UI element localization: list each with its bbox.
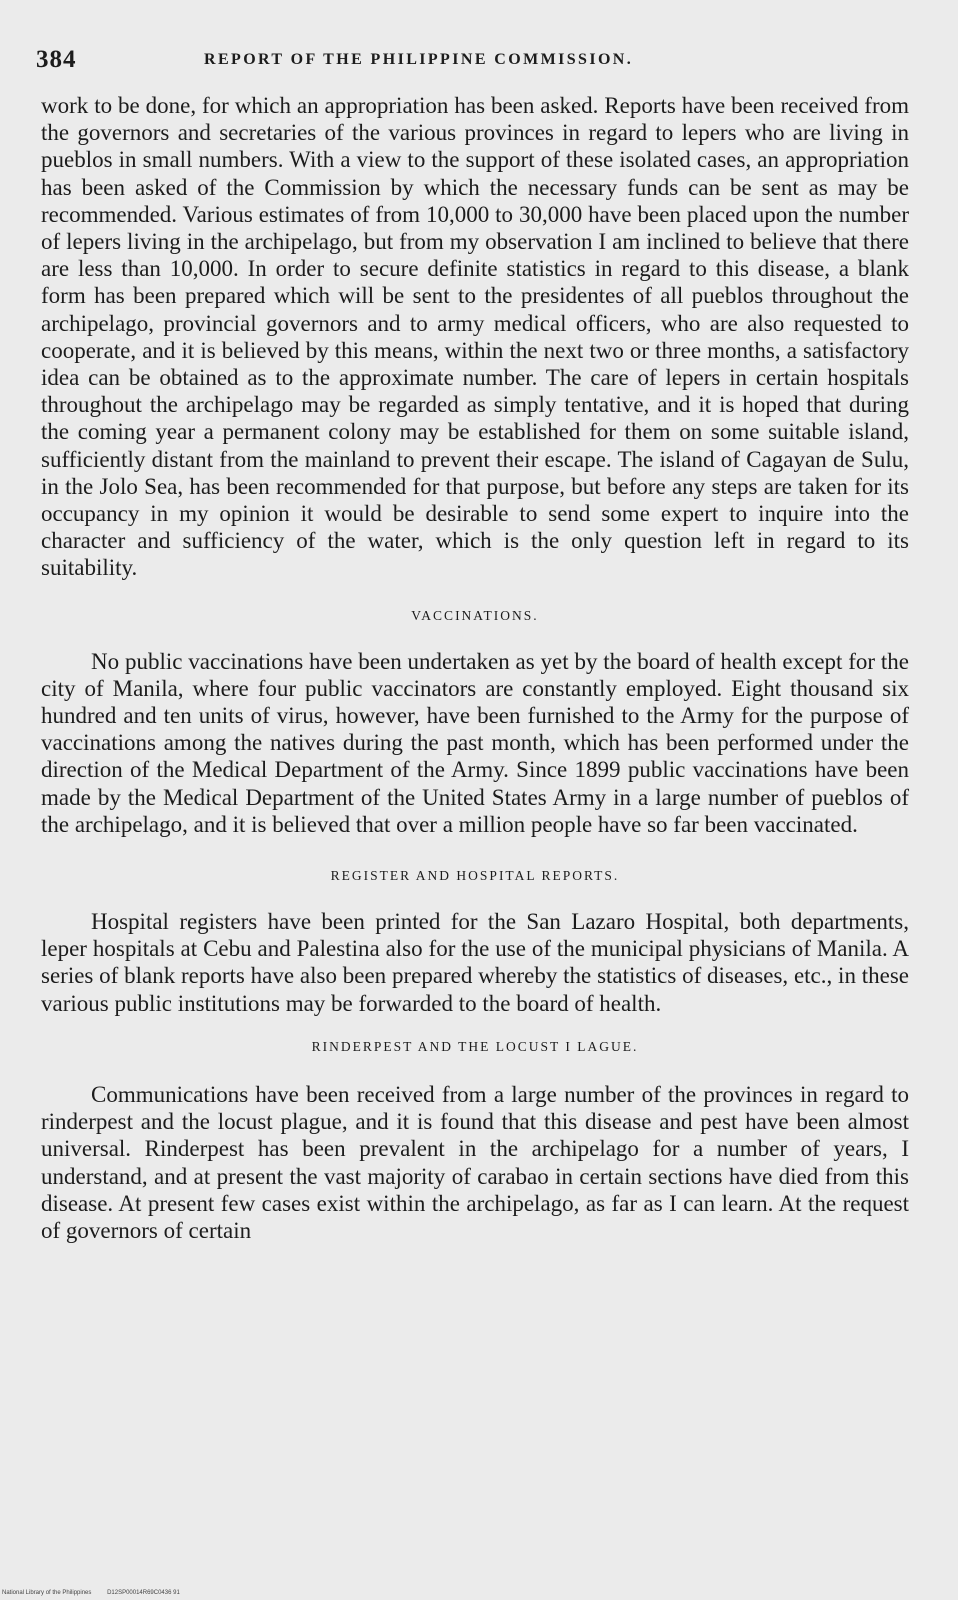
footer-identifier: D12SP00014R69C0436 91 <box>107 1590 180 1596</box>
page-header <box>36 46 726 76</box>
running-head: REPORT OF THE PHILIPPINE COMMISSION. <box>204 51 634 68</box>
page-body <box>41 92 909 1244</box>
paragraph-register: Hospital registers have been printed for the San Lazaro Hospital, both departments, leper hospitals at Cebu and Palestina also for the use of the municipal physicians of Manila. A series of blank reports have also been prepared whereby the statistics of diseases, etc., in these various public institutions may be forwarded to the board of health. <box>41 909 909 1016</box>
scan-footer <box>2 1590 194 1596</box>
paragraph-lepers: work to be done, for which an appropriation has been asked. Reports have been received from the governors and secretaries of the various provinces in regard to lepers who are living in pueblos in small numbers. With a view to the support of these isolated cases, an appropriation has been asked of the Commission by which the necessary funds can be sent as may be recommended. Various estimates of from 10,000 to 30,000 have been placed upon the number of lepers living in the archipelago, but from my observation I am inclined to believe that there are less than 10,000. In order to secure definite statistics in regard to this disease, a blank form has been prepared which will be sent to the presidentes of all pueblos throughout the archipelago, provincial governors and to army medical officers, who are also requested to cooperate, and it is believed by this means, within the next two or three months, a satisfactory idea can be obtained as to the approximate number. The care of lepers in certain hospitals throughout the archipelago may be regarded as simply tentative, and it is hoped that during the coming year a permanent colony may be established for them on some suitable island, sufficiently distant from the mainland to prevent their escape. The island of Cagayan de Sulu, in the Jolo Sea, has been recommended for that purpose, but before any steps are taken for its occupancy in my opinion it would be desirable to send some expert to inquire into the character and sufficiency of the water, which is the only question left in regard to its suitability. <box>41 93 909 581</box>
page-number: 384 <box>36 46 77 73</box>
paragraph-vaccinations: No public vaccinations have been undertaken as yet by the board of health except for the city of Manila, where four public vaccinators are constantly employed. Eight thousand six hundred and ten units of virus, however, have been furnished to the Army for the purpose of vaccinations among the natives during the past month, which has been performed under the direction of the Medical Department of the Army. Since 1899 public vaccinations have been made by the Medical Department of the United States Army in a large number of pueblos of the archipelago, and it is believed that over a million people have so far been vaccinated. <box>41 648 909 837</box>
paragraph-rinderpest: Communications have been received from a large number of the provinces in regard to rinderpest and the locust plague, and it is found that this disease and pest have been almost universal. Rinderpest has been prevalent in the archipelago for a number of years, I understand, and at present the vast majority of carabao in certain sections have died from this disease. At present few cases exist within the archipelago, as far as I can learn. At the request of governors of certain <box>41 1081 909 1243</box>
footer-library: National Library of the Philippines <box>2 1590 92 1596</box>
section-heading-vaccinations: VACCINATIONS. <box>411 607 539 623</box>
section-heading-register: REGISTER AND HOSPITAL REPORTS. <box>330 868 620 884</box>
section-heading-rinderpest: RINDERPEST AND THE LOCUST I LAGUE. <box>311 1038 639 1054</box>
